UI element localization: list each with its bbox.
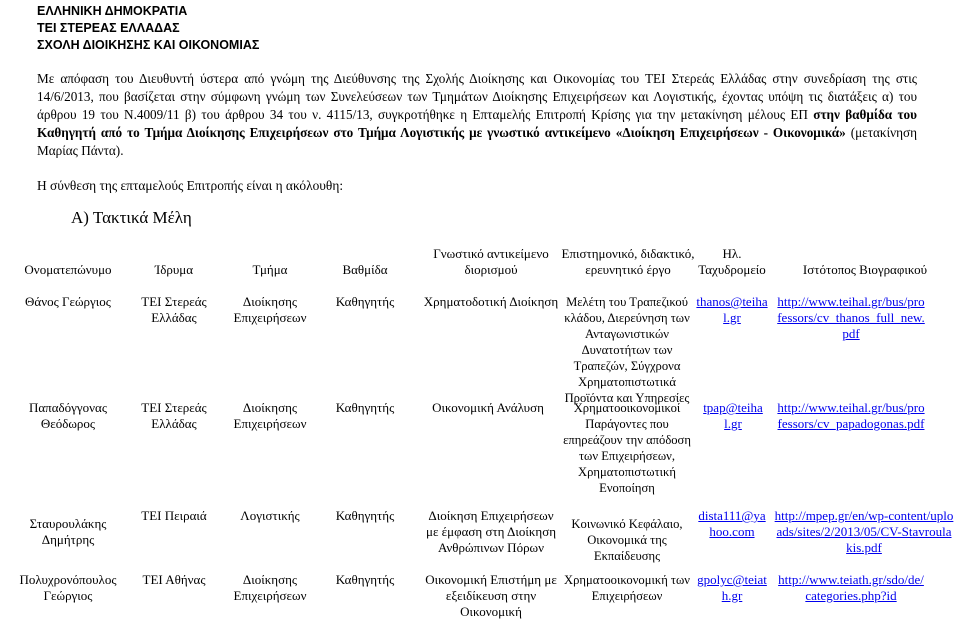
- decision-paragraph: [37, 70, 917, 160]
- row2-subject: Οικονομική Ανάλυση: [432, 400, 544, 415]
- header-line-2: ΤΕΙ ΣΤΕΡΕΑΣ ΕΛΛΑΔΑΣ: [37, 21, 180, 35]
- composition-text: Η σύνθεση της επταμελούς Επιτροπής είναι η ακόλουθη:: [37, 178, 344, 193]
- row4-work: Χρηματοοικονομική των Επιχειρήσεων: [564, 573, 690, 603]
- row3-institution: ΤΕΙ Πειραιά: [141, 508, 207, 523]
- row3-website-link[interactable]: http://mpep.gr/en/wp-content/uploads/sites/2/2013/05/CV-Stavroulakis.pdf: [774, 508, 954, 555]
- row1-email-link[interactable]: thanos@teihal.gr: [696, 294, 768, 325]
- row4-department: Διοίκησης Επιχειρήσεων: [233, 572, 307, 603]
- header-email: Ηλ. Ταχυδρομείο: [698, 246, 766, 277]
- row2-rank: Καθηγητής: [335, 400, 395, 415]
- row1-work: Μελέτη του Τραπεζικού κλάδου, Διερεύνηση των Ανταγωνιστικών Δυνατοτήτων των Τραπεζών, Σύγχρονα Χρηματοπιστωτικά Προϊόντα και Υπηρεσίες: [564, 295, 690, 405]
- row4-subject: Οικονομική Επιστήμη με εξειδίκευση στην Οικονομική: [425, 572, 557, 619]
- document-header: [37, 3, 259, 54]
- row1-department: Διοίκησης Επιχειρήσεων: [233, 294, 307, 325]
- row3-name: Σταυρουλάκης Δημήτρης: [29, 516, 107, 547]
- row3-work: Κοινωνικό Κεφάλαιο, Οικονομικά της Εκπαίδευσης: [571, 517, 683, 563]
- header-name: Ονοματεπώνυμο: [24, 262, 112, 277]
- header-subject: Γνωστικό αντικείμενο διορισμού: [433, 246, 549, 277]
- row3-department: Λογιστικής: [240, 508, 300, 523]
- row3-subject: Διοίκηση Επιχειρήσεων με έμφαση στη Διοίκηση Ανθρώπινων Πόρων: [425, 508, 557, 555]
- header-line-3: ΣΧΟΛΗ ΔΙΟΙΚΗΣΗΣ ΚΑΙ ΟΙΚΟΝΟΜΙΑΣ: [37, 38, 260, 52]
- section-title: Α) Τακτικά Μέλη: [71, 208, 192, 227]
- paragraph-tail: (μετακίνηση Μαρίας Πάντα).: [37, 125, 917, 158]
- row1-website-link[interactable]: http://www.teihal.gr/bus/professors/cv_thanos_full_new.pdf: [777, 294, 925, 341]
- paragraph-bold-text: στην βαθμίδα του Καθηγητή από το Τμήμα Διοίκησης Επιχειρήσεων στο Τμήμα Λογιστικής με γνωστικό αντικείμενο «Διοίκηση Επιχειρήσεων - Οικονομικά»: [37, 107, 917, 140]
- header-department: Τμήμα: [252, 262, 288, 277]
- row1-subject: Χρηματοδοτική Διοίκηση: [423, 294, 559, 309]
- row2-email-link[interactable]: tpap@teihal.gr: [703, 400, 763, 431]
- header-institution: Ίδρυμα: [154, 262, 194, 277]
- row1-institution: ΤΕΙ Στερεάς Ελλάδας: [141, 294, 207, 325]
- row1-rank: Καθηγητής: [335, 294, 395, 309]
- row4-rank: Καθηγητής: [335, 572, 395, 587]
- header-rank: Βαθμίδα: [342, 262, 388, 277]
- header-line-1: ΕΛΛΗΝΙΚΗ ΔΗΜΟΚΡΑΤΙΑ: [37, 4, 188, 18]
- row1-name: Θάνος Γεώργιος: [25, 294, 111, 309]
- row2-name: Παπαδόγγονας Θεόδωρος: [28, 400, 108, 431]
- row4-email-link[interactable]: gpolyc@teiath.gr: [697, 572, 767, 603]
- paragraph-text: Με απόφαση του Διευθυντή ύστερα από γνώμη της Διεύθυνσης της Σχολής Διοίκησης και Οικονομίας του ΤΕΙ Στερεάς Ελλάδας στην συνεδρίαση της στις 14/6/2013, που βασίζεται στην σύμφωνη γνώμη των Συνελεύσεων των Τμημάτων Διοίκησης Επιχειρήσεων και Λογιστικής, έχοντας υπόψη τις διατάξεις α) του άρθρου 19 του Ν.4009/11 β) του άρθρου 34 του ν. 4115/13, συγκροτήθηκε η Επταμελής Επιτροπή Κρίσης για την μετακίνηση μέλους ΕΠ: [37, 71, 917, 122]
- row2-department: Διοίκησης Επιχειρήσεων: [233, 400, 307, 431]
- row2-website-link[interactable]: http://www.teihal.gr/bus/professors/cv_papadogonas.pdf: [777, 400, 925, 431]
- row3-email-link[interactable]: dista111@yahoo.com: [698, 508, 766, 539]
- header-work: Επιστημονικό, διδακτικό, ερευνητικό έργο: [561, 246, 695, 277]
- header-website: Ιστότοπος Βιογραφικού: [802, 262, 928, 277]
- row2-institution: ΤΕΙ Στερεάς Ελλάδας: [141, 400, 207, 431]
- row4-website-link[interactable]: http://www.teiath.gr/sdo/de/categories.php?id: [778, 572, 924, 603]
- row4-institution: ΤΕΙ Αθήνας: [142, 572, 206, 587]
- row2-work: Χρηματοοικονομικοί Παράγοντες που επηρεάζουν την απόδοση των Επιχειρήσεων, Χρηματοπιστωτική Ενοποίηση: [563, 401, 691, 495]
- row4-name: Πολυχρονόπουλος Γεώργιος: [19, 572, 117, 603]
- row3-rank: Καθηγητής: [335, 508, 395, 523]
